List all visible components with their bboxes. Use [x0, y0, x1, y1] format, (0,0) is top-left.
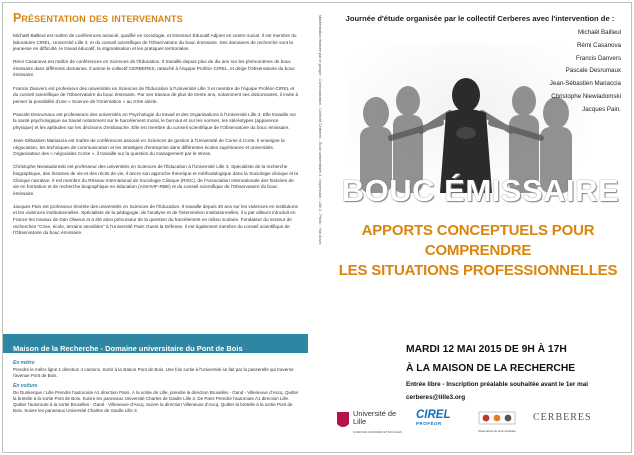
- right-panel: [328, 3, 632, 453]
- logo-band: [328, 387, 632, 453]
- bio-desrumaux: Pascale Desrumaux est professeure des universités en Psychologie du travail et des Organisations à l'Université Lille 3. Elle travaille sur la santé psychologique au travail notamment sur le harcèlement moral, le burnout et sur les normes, les stéréotypes (apparence physique) et les aptitudes sur les décisions d'embauche. Elle est membre du conseil scientifique de l'Observatoire du bouc émissaire.: [13, 111, 297, 131]
- univ-lille-sub: SCIENCES HUMAINES ET SOCIALES: [353, 430, 402, 434]
- event-date: MARDI 12 MAI 2015 DE 9H À 17H: [406, 344, 567, 355]
- univ-lille-name: Université de Lille: [353, 409, 397, 426]
- bio-danvers: Francis Danvers est professeur des universités en Sciences de l'Éducation à l'Université Lille 3 et membre de l'équipe Proféor-CIREL et du conseil scientifique de l'Observatoire du bouc émissaire. Par ses travaux de plus de trente ans, notamment ses dictionnaires, il invite à penser la possibilité d'une « Science de l'Orientation » au XXIe siècle.: [13, 85, 299, 104]
- cirel-sub: PROFÉOR: [416, 421, 442, 426]
- cirel-name: CIREL: [416, 409, 451, 421]
- observatoire-icon: [478, 411, 516, 425]
- speaker-list: [550, 27, 621, 117]
- speaker-name: Pascale Desrumaux: [565, 67, 621, 75]
- bio-casanova: Rémi Casanova est maître de conférences en Sciences de l'Éducation. Il travaille depuis plus de dix ans sur les phénomènes de bouc émissaire dans différents domaines. Il anime le collectif CERBERES, rattaché à l'équipe Proféor-CIREL, et dirige l'Observatoire du bouc émissaire.: [13, 59, 295, 78]
- subtitle-line-1: APPORTS CONCEPTUELS POUR COMPRENDRE: [361, 222, 595, 259]
- bio-bailleul: Michaël Bailleul est maître de conférences associé, qualifié en sociologie, et Directeur Éducatif Adjoint en centre social. Il est membre du laboratoire CIREL, Université Lille 3, et du conseil scientifique de l'Observatoire du bouc émissaire. Ses domaines de recherche sont la jeunesse en difficulté, le travail éducatif, la stigmatisation et les pratiques territoriales.: [13, 33, 297, 52]
- access-car-text: De Dunkerque / Lille Prendre l'autoroute A1 direction Paris. À la sortie de Lille, prendre la direction Bruxelles - Gand - Villeneuve d'Ascq. Quitter la bretelle à la sortie Pont de Bois. Suivre les panneaux Université Charles de Gaulle Lille 3. De Paris Prendre l'autoroute A1 direction Lille. Quitter l'autoroute à la sortie Bruxelles - Gand - Villeneuve d'Ascq. Suivre la direction Villeneuve d'Ascq. Quitter la bretelle à la sortie Pont de Bois. Suivre les panneaux Université Charles de Gaulle Lille 3.: [13, 389, 299, 414]
- subtitle: [328, 221, 628, 281]
- access-info: [13, 358, 303, 418]
- entry-note: Entrée libre - Inscription préalable souhaitée avant le 1er mai: [406, 381, 588, 388]
- journee-heading: Journée d'étude organisée par le collectif Cerberes avec l'intervention de :: [345, 14, 615, 23]
- univ-lille-logo: [336, 407, 402, 441]
- spine-credits: Manifestation réalisée par le groupe : Communication - Collectif Cerberes - École universitaire 3 - Impression : Lille 3 - Photo : Yuri Acurs: [318, 15, 322, 245]
- cirel-logo: [416, 409, 461, 439]
- section-title: Présentation des intervenants: [13, 11, 183, 25]
- speaker-name: Christophe Niewiadomski: [551, 92, 621, 100]
- access-car-head: En voiture: [13, 382, 38, 389]
- speaker-name: Rémi Casanova: [576, 41, 621, 49]
- cerberes-name: CERBERES: [533, 412, 592, 423]
- observatoire-name: Observatoire du bouc émissaire: [478, 430, 516, 433]
- subtitle-line-2: LES SITUATIONS PROFESSIONNELLES: [338, 262, 618, 279]
- recherche-title: Maison de la Recherche - Domaine universitaire du Pont de Bois: [13, 344, 243, 353]
- brochure: [2, 2, 632, 453]
- observatoire-logo: [478, 411, 516, 437]
- event-place: À LA MAISON DE LA RECHERCHE: [406, 363, 576, 374]
- access-metro-head: En métro: [13, 360, 35, 366]
- main-title: BOUC ÉMISSAIRE: [341, 173, 620, 208]
- univ-lille-icon: [336, 411, 350, 431]
- cerberes-logo: [533, 412, 603, 432]
- bio-mariaccia: Jean-Sébastien Mariaccia est maître de conférences associé en Sciences de gestion à l'Université de Corse à Corte. Il enseigne la négociation, les techniques de communication et les stratégies d'entreprise dans différentes écoles supérieures et universités. Organisateur des « négociales Corse », il travaille sur la question du management par le stress.: [13, 138, 285, 157]
- access-metro-text: Prendre le métro ligne 1 direction 4 cantons. Sortir à la station Pont de Bois. Une fois sortie à l'Université se fait par la passerelle qui traverse l'avenue Pont de Bois.: [13, 367, 294, 379]
- bio-pain: Jacques Pain est professeur émérite des universités en Sciences de l'Éducation. Il travaille depuis 40 ans sur les violences en institutions et les violences institutionnelles. Spécialiste de la pédagogie, de l'analyse et de l'intervention institutionnelles, il a par ailleurs introduit en France les travaux de Dan Olweus et a été ainsi précurseur de la question du harcèlement en milieu scolaire. Fondateur du secteur de recherches "Crise, école, terrains sensibles" à l'Université Paris Ouest la Défense, il est également membre du conseil scientifique de l'Observatoire du bouc émissaire.: [13, 203, 298, 236]
- speaker-name: Michaël Bailleul: [578, 29, 621, 36]
- bio-niewiadomski: Christophe Niewiadomski est professeur des universités en Sciences de l'Éducation à l'Université Lille 3. Spécialiste de la recherche biographique, des histoires de vie et des récits de vie, il ancre son approche théorique et méthodologique dans la Sociologie clinique et la Clinique narrative. Il est membre du Réseau International de Sociologie Clinique (RISC), de l'Association Internationale des histoires de vie en formation et de recherche biographique en éducation (ASIHVIF-RBE) et du conseil scientifique de l'Observatoire du bouc émissaire.: [13, 164, 299, 196]
- contact-email[interactable]: cerberes@lille3.org: [406, 394, 466, 401]
- spine: [308, 3, 328, 453]
- recherche-banner: [3, 334, 308, 353]
- speaker-name: Jacques Pain.: [582, 105, 621, 113]
- speaker-name: Francis Danvers: [575, 54, 621, 62]
- speaker-name: Jean-Sébastien Mariaccia: [549, 80, 621, 88]
